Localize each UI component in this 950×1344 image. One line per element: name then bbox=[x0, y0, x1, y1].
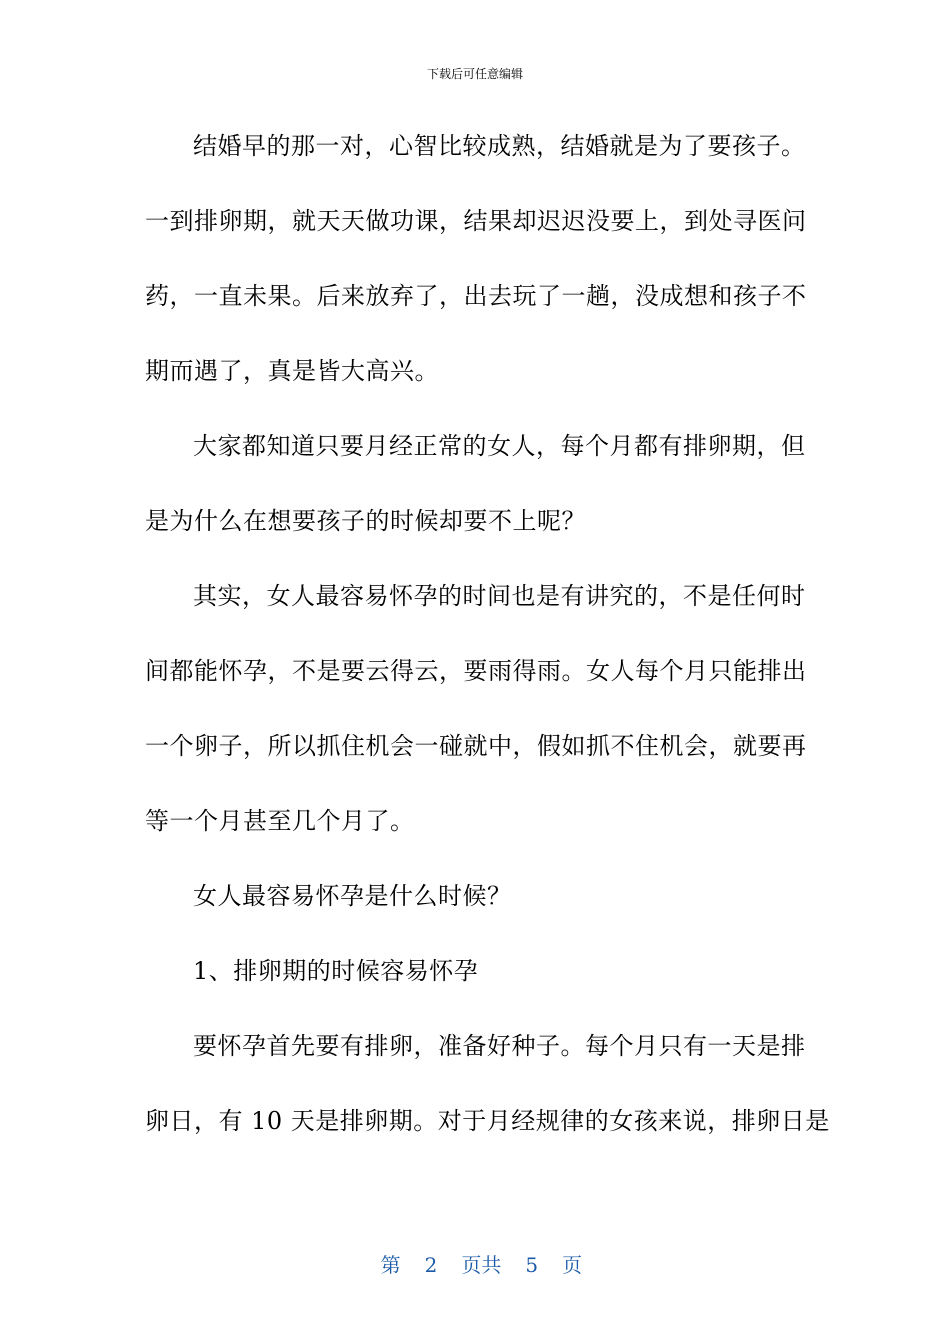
text-line: 大家都知道只要月经正常的女人，每个月都有排卵期，但 bbox=[193, 432, 806, 460]
footer-prefix: 第 bbox=[380, 1253, 401, 1277]
page-header bbox=[0, 66, 950, 82]
text-line: 一个卵子，所以抓住机会一碰就中，假如抓不住机会，就要再 bbox=[145, 732, 807, 760]
total-pages-number: 5 bbox=[525, 1253, 539, 1277]
footer-suffix: 页 bbox=[562, 1253, 583, 1277]
text-line: 等一个月甚至几个月了。 bbox=[145, 807, 415, 835]
text-line: 期而遇了，真是皆大高兴。 bbox=[145, 357, 439, 385]
text-line: 结婚早的那一对，心智比较成熟，结婚就是为了要孩子。 bbox=[193, 132, 806, 160]
text-line: 要怀孕首先要有排卵，准备好种子。每个月只有一天是排 bbox=[193, 1032, 806, 1060]
header-text: 下载后可任意编辑 bbox=[426, 67, 523, 81]
section-heading: 1、排卵期的时候容易怀孕 bbox=[193, 957, 479, 985]
page-footer bbox=[0, 1226, 950, 1278]
text-line: 卵日，有 10 天是排卵期。对于月经规律的女孩来说，排卵日是 bbox=[145, 1107, 830, 1135]
text-line: 药，一直未果。后来放弃了，出去玩了一趟，没成想和孩子不 bbox=[145, 282, 807, 310]
text-line: 是为什么在想要孩子的时候却要不上呢？ bbox=[145, 507, 586, 535]
text-line: 一到排卵期，就天天做功课，结果却迟迟没要上，到处寻医问 bbox=[145, 207, 807, 235]
document-body bbox=[145, 124, 830, 1174]
text-line: 间都能怀孕，不是要云得云，要雨得雨。女人每个月只能排出 bbox=[145, 657, 807, 685]
text-line: 其实，女人最容易怀孕的时间也是有讲究的，不是任何时 bbox=[193, 582, 806, 610]
section-question: 女人最容易怀孕是什么时候？ bbox=[193, 882, 512, 910]
current-page-number: 2 bbox=[424, 1253, 438, 1277]
footer-mid: 页共 bbox=[461, 1253, 502, 1277]
